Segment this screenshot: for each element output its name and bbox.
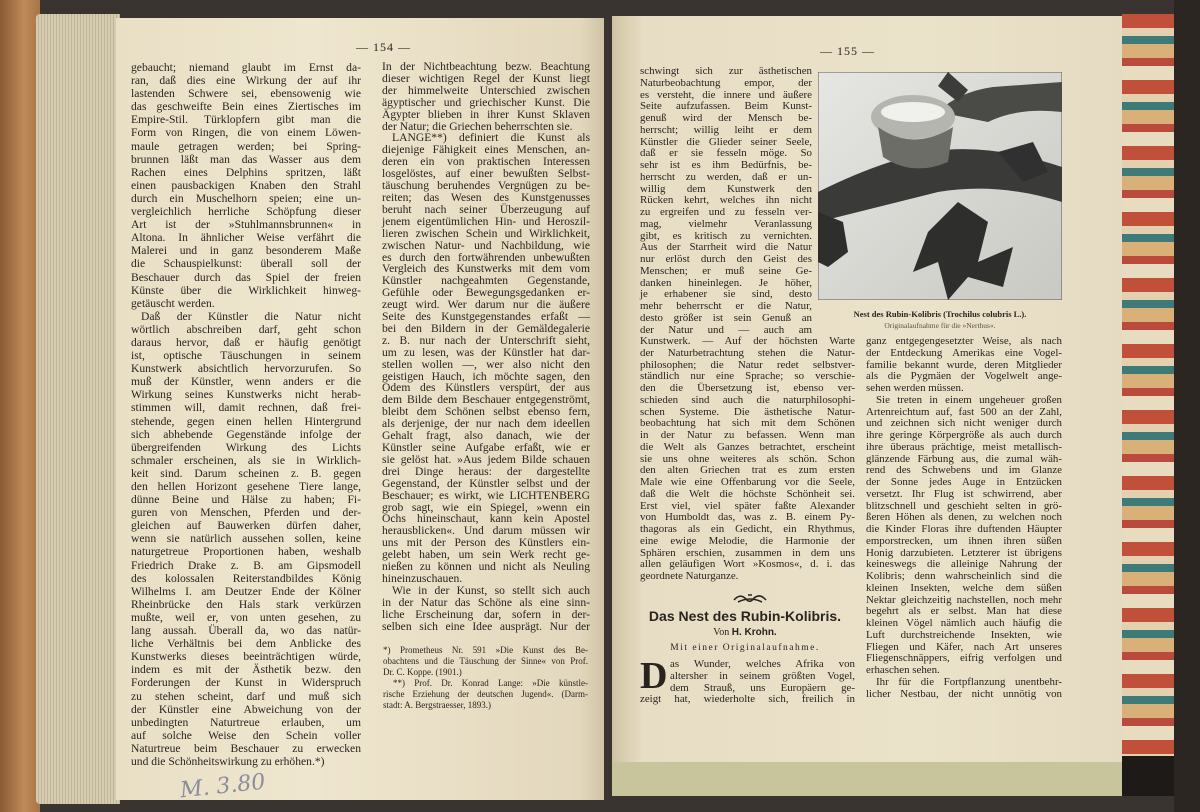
text-line: keit sind. Darum scheinen z. B. gegen: [131, 466, 361, 480]
text-line: zwischen Natur- und Nachbildung, wie: [382, 238, 590, 252]
text-line: der Sonne jedes Auge in Entzücken: [866, 476, 1062, 488]
text-line: Form von Ringen, die von einem Löwen-: [131, 126, 361, 140]
text-line: beruht nach seiner Überzeugung auf: [382, 202, 590, 216]
text-line: mußte, weil er, von unten gesehen, zu: [131, 610, 361, 624]
text-line: Wie in der Kunst, so stellt sich auch: [392, 583, 590, 597]
text-line: liche Verhältnis bei dem Anblicke des: [131, 637, 361, 651]
text-line: Dr. C. Koppe. (1901.): [383, 667, 462, 677]
text-line: bleibt dem Schönen selbst ebenso fern,: [382, 405, 590, 419]
ornament-icon: [730, 592, 770, 606]
text-line: ist, optische Täuschungen in seinem: [131, 349, 361, 363]
text-line: beobachtung hat sich mit dem Schönen: [640, 417, 855, 430]
text-line: stimmen will, damit rechnen, daß frei-: [131, 401, 361, 415]
text-line: lastenden Schwere sei, ebensowenig wie: [131, 87, 361, 101]
text-line: Künstler seine Aufgabe erfaßt, wie er: [382, 441, 590, 454]
text-line: sehr ist es ihm Bedürfnis, be-: [640, 159, 812, 171]
text-line: lang aussah. Überall da, wo das natür-: [131, 624, 361, 638]
text-line: versetzt. Ihr Flug ist schwirrend, aber: [866, 487, 1062, 500]
text-line: zu ergreifen und zu fesseln ver-: [640, 206, 812, 218]
text-line: täuschung beruhendes Vergnügen zu be-: [382, 179, 590, 193]
left-column-1: [131, 61, 361, 768]
text-line: dünne Beine und Hälse zu haben; Fi-: [131, 493, 361, 507]
text-line: schwingt sich zur ästhetischen: [640, 65, 812, 77]
text-line: dem Bilde dem Beschauer entgegenströmt,: [382, 393, 590, 407]
text-line: familie bekannt wurde, deren Mitglieder: [866, 358, 1062, 371]
text-line: übergreifenden Wirkung des Lichts: [131, 440, 361, 454]
text-line: Gegenstand, der Künstler selbst und der: [382, 476, 590, 490]
text-line: Gefühle oder Bewegungsgedanken er-: [382, 286, 590, 300]
drop-cap: D: [640, 655, 668, 697]
text-line: Vergleich des Kunstwerks mit dem vom: [382, 262, 590, 276]
handwritten-note: M. 3.80: [178, 769, 267, 804]
text-line: Rücken kehrt, welches ihn nicht: [640, 194, 812, 207]
text-line: gleichen auf Bauwerken dürfen daher,: [131, 519, 361, 533]
text-line: kleinen Insekten, welche dem süßen: [866, 581, 1062, 594]
text-line: as Wunder, welches Afrika von: [670, 658, 855, 670]
text-line: Fliegen und Käfer, nach Art unseres: [866, 640, 1062, 653]
text-line: liche Erscheinung dar, sofern in der-: [382, 607, 590, 621]
text-line: stadt: A. Bergstraesser, 1893.): [383, 700, 491, 710]
text-line: Kunstwerk. — Auf der höchsten Warte: [640, 335, 855, 347]
text-line: den die Übersetzung ist, ebenso ver-: [640, 382, 855, 394]
text-line: kleinen Vögel nämlich auch häufig die: [866, 617, 1062, 629]
text-line: Altona. In ähnlicher Weise verfährt die: [131, 231, 361, 245]
text-line: maule getragen werden; bei Spring-: [131, 139, 361, 153]
photo-caption: [818, 309, 1062, 330]
text-line: Seite des Kunstgegenstandes erfaßt —: [382, 310, 590, 324]
text-line: Wirkung seines Kunstwerks nicht herab-: [131, 388, 361, 402]
text-line: geistigen Hauch, ich möchte sagen, den: [382, 369, 590, 383]
article-subtitle: Mit einer Originalaufnahme.: [670, 643, 820, 653]
text-line: naturgetreue Proportionen haben, weshalb: [131, 545, 361, 559]
page-edges: [36, 14, 120, 804]
text-line: bei den Bildern in der Gemäldegalerie: [382, 321, 590, 335]
text-line: der Entdeckung Amerikas eine Vogel-: [866, 346, 1062, 359]
text-line: altersher in seinem größten Vogel,: [670, 669, 855, 682]
text-line: Ägypter blieben in ihrer Kunst Sklaven: [382, 107, 590, 121]
text-line: stehende, gegen einen hellen Hintergrund: [131, 414, 361, 428]
text-line: erhaschen sehen.: [866, 664, 940, 676]
text-line: Sie treten in einem ungeheuer großen: [876, 393, 1062, 406]
text-line: daraus hervor, daß er häufig genötigt: [131, 335, 361, 349]
text-line: herrscht zu werden, daß er un-: [640, 170, 812, 183]
page-number-right: — 155 —: [820, 44, 875, 58]
text-line: gelebt haben, um sein Werk recht ge-: [382, 548, 590, 562]
text-line: glänzende Färbung aus, die zumal wäh-: [866, 452, 1062, 465]
text-line: zu stehen scheint, darf und muß sich: [131, 689, 361, 703]
text-line: Odem des Künstlers verspürt, der aus: [382, 381, 590, 395]
left-column-2: [382, 61, 590, 633]
text-line: schieden sind auch die naturphilosophi-: [640, 393, 855, 406]
text-line: ihre überaus prächtige, meist metallisch-: [866, 440, 1062, 453]
text-line: Menschen; er muß seine Ge-: [640, 264, 812, 277]
text-line: Künste über die Wirklichkeit hinweg-: [131, 283, 361, 297]
text-line: willig dem Kunstwerk den: [640, 182, 812, 195]
photo-credit: Originalaufnahme für die »Nerthus«.: [884, 321, 996, 330]
text-line: Erst viel, viel später faßte Alexander: [640, 499, 855, 512]
text-line: selben sich eine Idee ausprägt. Nur der: [382, 619, 590, 633]
text-line: herausblicken«. Und darum müssen wir: [382, 524, 590, 538]
text-line: einen pausbackigen Knaben den Strahl: [131, 178, 361, 192]
text-line: der Natur und — auch am: [640, 323, 812, 336]
right-column-1-upper: [640, 66, 812, 336]
text-line: jenem eigentümlichen Hin- und Heroszil-: [382, 214, 590, 228]
text-line: den hellen Horizont gesehene Tiere lange,: [131, 480, 361, 493]
text-line: Kunstwerk absichtlich hervorzurufen. So: [131, 362, 361, 376]
text-line: zeigt hat, wiederholte sich, freilich in: [640, 693, 855, 706]
marbled-endpaper: [1122, 14, 1174, 796]
text-line: durch ein Muschelhorn speien; eine un-: [131, 191, 361, 205]
text-line: drei Dinge heraus: der dargestellte: [382, 464, 590, 478]
text-line: rend des Schwebens und im Glanze: [866, 464, 1062, 477]
text-line: guren von Menschen, Pferden und der-: [131, 506, 361, 520]
text-line: des kolossalen Reiterstandbildes König: [131, 571, 361, 585]
text-line: gibt, es kritisch zu vernichten.: [640, 229, 812, 242]
article-intro: [640, 655, 855, 706]
article-byline: [625, 627, 865, 639]
text-line: grob sagt, wie ein Spiegel, »wenn ein: [382, 500, 590, 514]
text-line: Empire-Stil. Türklopfern gibt man die: [131, 113, 361, 127]
text-line: je erhabener sie sind, desto: [640, 288, 812, 301]
text-line: die Kinder Floras ihre duftenden Häupter: [866, 523, 1062, 535]
text-line: Friedrich Drake z. B. am Gipsmodell: [131, 558, 361, 572]
text-line: ßeren Höhen als denen, zu welchen noch: [866, 511, 1062, 524]
background: [1174, 0, 1200, 812]
text-line: ihre geringe Körpergröße als auch durch: [866, 429, 1062, 441]
text-line: Seite aufzufassen. Beim Kunst-: [640, 100, 812, 113]
text-line: Beschauer; es wirkt, wie LICHTENBERG: [382, 488, 590, 502]
text-line: Ochs hineinschaut, kann kein Apostel: [382, 512, 590, 526]
text-line: Nektar gleichzeitig nachstellen, noch mehr: [866, 593, 1062, 606]
text-line: nießen zu können und nicht als Neuling: [382, 560, 590, 574]
text-line: von Humboldt das, was z. B. einem Py-: [640, 511, 855, 524]
text-line: Malerei und in ganz besonderem Maße: [131, 244, 361, 258]
text-line: begehrt als er selbst. Man hat diese: [866, 605, 1062, 618]
text-line: der himmelweite Unterschied zwischen: [382, 83, 590, 97]
text-line: Wilhelms I. am Deutzer Ende der Kölner: [131, 584, 361, 598]
text-line: vergleichlich herrliche Schöpfung dieser: [131, 205, 361, 219]
text-line: **) Prof. Dr. Konrad Lange: »Die künstle-: [393, 678, 588, 688]
text-line: Beschauer durch das Spiel der freien: [131, 270, 361, 284]
text-line: Rheinbrücke den Hals stark verkürzen: [131, 597, 361, 611]
text-line: die Welt als Ganzes betrachtet, erscheint: [640, 440, 855, 453]
text-line: rische Erziehung der deutschen Jugend«. (Darm-: [383, 689, 588, 699]
text-line: es durch den fortwährenden unbewußten: [382, 250, 590, 264]
text-line: stellen wollen —, wer also nicht den: [382, 357, 590, 371]
text-line: mehr beherrscht er die Natur,: [640, 300, 812, 312]
text-line: Kunstwerks dieses beeinträchtigen würde,: [131, 650, 361, 664]
text-line: philosophen; die Natur redet selbstver-: [640, 358, 855, 371]
footnotes: [383, 645, 588, 711]
text-line: Forderungen der Kunst in Widerspruch: [131, 676, 361, 690]
text-line: thagoras als ein Gedicht, ein Rhythmus,: [640, 523, 855, 535]
text-line: reiten; das Wesen des Kunstgenusses: [382, 190, 590, 204]
hummingbird-nest-photo: [818, 72, 1062, 300]
text-line: ägyptischer und griechischer Kunst. Die: [382, 95, 590, 109]
text-line: herrscht; willig leiht er dem: [640, 123, 812, 136]
text-line: das geschweifte Bein eines Ziertisches im: [131, 100, 361, 114]
text-line: zeugt wird. Wer darum nur die äußere: [382, 298, 590, 312]
text-line: z. B. nur nach der Unterschrift sieht,: [382, 333, 590, 347]
text-line: Kolibris; denn wahrscheinlich sind die: [866, 570, 1062, 582]
text-line: in der Natur das Schöne als eine sinn-: [382, 595, 590, 609]
text-line: schmaler erscheinen, als sie in Wirklich-: [131, 453, 361, 467]
text-line: daß die Welt die höchste Schönheit sei.: [640, 487, 855, 500]
text-line: blitzschnell und geschieht selten in grö-: [866, 499, 1062, 512]
text-line: Künstler die Glieder seiner Seele,: [640, 135, 812, 148]
right-column-2: [866, 336, 1062, 700]
text-line: auf solche Weise den Schein voller: [131, 728, 361, 742]
text-line: Honig darzubieten. Letzterer ist übrigens: [866, 546, 1062, 559]
text-line: Ihr für die Fortpflanzung unentbehr-: [876, 675, 1062, 688]
text-line: keineswegs die alleinige Nahrung der: [866, 558, 1062, 571]
text-line: Male wie eine Offenbarung vor die Seele,: [640, 476, 855, 488]
text-line: der Künstler eine Abweichung von der: [131, 702, 361, 716]
text-line: sie gelöst hat. »Aus jedem Bilde schauen: [382, 452, 590, 466]
text-line: Luft durchstreichende Insekten, wie: [866, 628, 1062, 641]
right-column-1-lower: [640, 336, 855, 583]
text-line: uns mit der Person des Künstlers ein-: [382, 536, 590, 550]
text-line: emporstrecken, um ihnen ihren süßen: [866, 534, 1062, 547]
text-line: sie uns ohne weiteres als schön. Schon: [640, 452, 855, 465]
article-author: H. Krohn.: [731, 627, 777, 638]
text-line: Sphären erschien, zusammen in dem uns: [640, 546, 855, 559]
text-line: danken hineinlegen. Je höher,: [640, 276, 812, 289]
text-line: es versteht, die innere und äußere: [640, 88, 812, 101]
page-number-left: — 154 —: [356, 40, 411, 54]
text-line: Daß der Künstler die Natur nicht: [141, 309, 361, 323]
text-line: eine ewige Melodie, die Harmonie der: [640, 534, 855, 547]
text-line: Aus der Starrheit wird die Natur: [640, 241, 812, 254]
text-line: unbedingten Naturtreue erlauben, um: [131, 715, 361, 729]
text-line: LANGE**) definiert die Kunst als: [392, 131, 590, 145]
text-line: getäuscht werden.: [131, 296, 215, 310]
text-line: Fliegenschnäppers, eifrig verfolgen und: [866, 652, 1062, 665]
text-line: und zeichnen sich nicht weniger durch: [866, 417, 1062, 430]
text-line: der Naturbetrachtung stehen die Natur-: [640, 346, 855, 359]
text-line: genuß wird der Mensch be-: [640, 112, 812, 124]
page-bottom-band: [612, 762, 1124, 796]
text-line: diejenige Fähigkeit eines Menschen, an-: [382, 143, 590, 157]
text-line: muß der Künstler, wenn anders er die: [131, 375, 361, 389]
text-line: die Schauspielkunst: überall soll der: [131, 257, 361, 271]
text-line: den alten Griechen trat es zum ersten: [640, 464, 855, 477]
article-title: Das Nest des Rubin-Kolibris.: [648, 608, 842, 624]
text-line: Rachen eines Delphins spritzen, läßt: [131, 165, 361, 179]
text-line: schen Systeme. Die ästhetische Natur-: [640, 405, 855, 418]
text-line: Künstler nachgeahmten Gegenstande,: [382, 274, 590, 288]
text-line: allen geläufigen Wort »Kosmos«, d. i. das: [640, 558, 855, 571]
book-cover-edge: [0, 0, 40, 812]
text-line: ständlich nur eine Sprache; so verschie-: [640, 370, 855, 383]
text-line: und die Schönheitswirkung zu erhöhen.*): [131, 754, 325, 768]
photo-caption-title: Nest des Rubin-Kolibris (Trochilus colubris L.).: [853, 309, 1027, 319]
text-line: Gehalt fragt, also danach, wie der: [382, 429, 590, 443]
text-line: losgelöstes, auf einer bewußten Selbst-: [382, 167, 590, 181]
text-line: Naturbeobachtung empor, der: [640, 76, 812, 89]
text-line: mag, vielmehr Veranlassung: [640, 217, 812, 230]
byline-prefix: Von: [713, 627, 730, 638]
text-line: indem es mit der Ästhetik bezw. den: [131, 663, 361, 677]
text-line: obachtens und die Täuschung der Sinne« von Prof.: [383, 656, 588, 666]
text-line: *) Prometheus Nr. 591 »Die Kunst des Be-: [383, 645, 588, 655]
text-line: als derjenige, der nur nach dem ideellen: [382, 417, 590, 431]
text-line: um zu lesen, was der Künstler hat dar-: [382, 345, 590, 359]
text-line: Art ist der »Stuhlmannsbrunnen« in: [131, 218, 361, 232]
text-line: hineinzuschauen.: [382, 571, 463, 585]
text-line: dem Strauß, uns Europäern ge-: [670, 681, 855, 694]
text-line: als die Pygmäen der Vogelwelt ange-: [866, 370, 1062, 383]
text-line: wenn sie natürlich aussehen sollen, keine: [131, 532, 361, 546]
text-line: der Natur; die Griechen beherrschten sie.: [382, 119, 573, 133]
text-line: gebaucht; niemand glaubt im Ernst da-: [131, 61, 361, 74]
text-line: Naturtreue beim Beschauer zu erwecken: [131, 741, 361, 755]
text-line: licher Nestbau, der nicht unnötig von: [866, 687, 1062, 700]
text-line: deren ein von praktischen Interessen: [382, 155, 590, 169]
text-line: sich abhebende Gegenstände infolge der: [131, 427, 361, 441]
text-line: geordnete Naturganze.: [640, 570, 739, 582]
text-line: Artenreichtum auf, fast 500 an der Zahl,: [866, 405, 1062, 418]
text-line: nur erlöst durch den Geist des: [640, 253, 812, 265]
text-line: in der Natur zu befassen. Wenn man: [640, 429, 855, 441]
text-line: In der Nichtbeachtung bezw. Beachtung: [382, 60, 590, 73]
text-line: desto größer ist sein Genuß an: [640, 311, 812, 324]
text-line: wörtlich abschreiben darf, geht schon: [131, 322, 361, 336]
text-line: lieren zwischen Schein und Wirklichkeit,: [382, 226, 590, 240]
text-line: sehen werden müssen.: [866, 382, 964, 394]
text-line: dieser wichtigen Regel der Kunst liegt: [382, 71, 590, 85]
text-line: daß er sie fesseln möge. So: [640, 147, 812, 160]
text-line: ganz entgegengesetzter Weise, als nach: [866, 335, 1062, 347]
text-line: ran, daß dies eine Wirkung der auf ihr: [131, 74, 361, 88]
text-line: brunnen läßt man das Wasser aus dem: [131, 152, 361, 166]
